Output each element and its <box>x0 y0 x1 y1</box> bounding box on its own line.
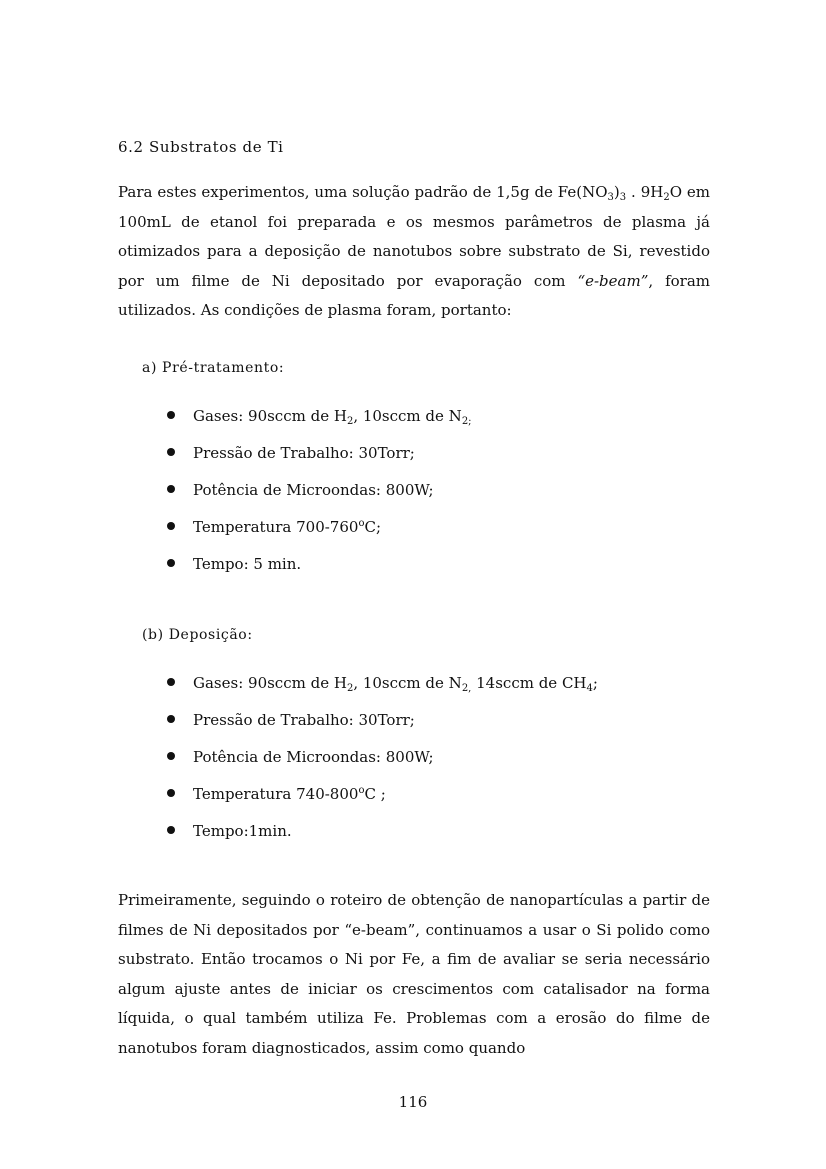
bullet-icon <box>167 448 175 456</box>
time-text: Tempo:1min. <box>193 822 292 840</box>
gases-sub: 2 <box>346 416 354 427</box>
time-text: Tempo: 5 min. <box>193 555 302 573</box>
intro-text-3: . 9H <box>626 183 664 201</box>
list-item <box>165 710 598 747</box>
pressure-text: Pressão de Trabalho: 30Torr; <box>193 444 415 462</box>
bullet-icon <box>167 485 175 493</box>
gases-text: Gases: 90sccm de H <box>193 407 347 425</box>
degree-sup: o <box>358 518 365 529</box>
list-item <box>165 517 472 554</box>
list-item <box>165 406 472 443</box>
bullet-icon <box>167 522 175 530</box>
intro-emphasis: “e-beam” <box>577 271 649 290</box>
list-item <box>165 747 598 784</box>
temperature-unit: C ; <box>364 785 386 803</box>
intro-sub-1: 3 <box>607 192 614 203</box>
section-heading: 6.2 Substratos de Ti <box>118 138 284 156</box>
gases-text: , 10sccm de N <box>353 674 462 692</box>
gases-sub: 2 <box>346 683 354 694</box>
temperature-text: Temperatura 740-800 <box>193 785 359 803</box>
pressure-text: Pressão de Trabalho: 30Torr; <box>193 711 415 729</box>
bullet-icon <box>167 752 175 760</box>
gases-text: ; <box>592 674 598 692</box>
intro-text-4: O em 100mL de etanol foi preparada e os mesmos parâmetros de plasma já otimizados para a deposição de nanotubos sobre substrato de Si, revestido por um filme de Ni depositado por evaporação com <box>118 183 710 290</box>
power-text: Potência de Microondas: 800W; <box>193 748 434 766</box>
closing-paragraph: Primeiramente, seguindo o roteiro de obtenção de nanopartículas a partir de filmes de Ni depositados por “e-beam”, continuamos a usar o Si polido como substrato. Então trocamos o Ni por Fe, a fim de avaliar se seria necessário algum ajuste antes de iniciar os crescimentos com catalisador na forma líquida, o qual também utiliza Fe. Problemas com a erosão do filme de nanotubos foram diagnosticados, assim como quando <box>118 891 710 1057</box>
list-item <box>165 673 598 710</box>
gases-sub: 2, <box>461 683 472 694</box>
intro-sub-2: 3 <box>619 192 627 203</box>
intro-text-5: , foram utilizados. As condições de plasma foram, portanto: <box>118 271 710 319</box>
list-item <box>165 443 472 480</box>
intro-sub-3: 2 <box>663 192 670 203</box>
list-item <box>165 480 472 517</box>
page-number: 116 <box>398 1093 428 1111</box>
deposition-heading: (b) Deposição: <box>142 627 253 643</box>
intro-text-2: ) <box>613 183 620 201</box>
power-text: Potência de Microondas: 800W; <box>193 481 434 499</box>
gases-text: Gases: 90sccm de H <box>193 674 347 692</box>
pretreatment-heading: a) Pré-tratamento: <box>142 360 285 376</box>
bullet-icon <box>167 411 175 419</box>
gases-sub: 2; <box>461 416 472 427</box>
list-item <box>165 784 598 821</box>
list-item <box>165 554 472 591</box>
bullet-icon <box>167 559 175 567</box>
deposition-list <box>165 673 598 858</box>
list-item <box>165 821 598 858</box>
bullet-icon <box>167 715 175 723</box>
gases-sub: 4 <box>586 683 593 694</box>
pretreatment-list <box>165 406 472 591</box>
gases-text: 14sccm de CH <box>471 674 587 692</box>
bullet-icon <box>167 789 175 797</box>
gases-text: , 10sccm de N <box>353 407 462 425</box>
degree-sup: o <box>358 785 365 796</box>
bullet-icon <box>167 678 175 686</box>
temperature-text: Temperatura 700-760 <box>193 518 359 536</box>
temperature-unit: C; <box>364 518 381 536</box>
bullet-icon <box>167 826 175 834</box>
intro-text-1: Para estes experimentos, uma solução padrão de 1,5g de Fe(NO <box>118 183 608 201</box>
intro-paragraph <box>118 178 710 326</box>
